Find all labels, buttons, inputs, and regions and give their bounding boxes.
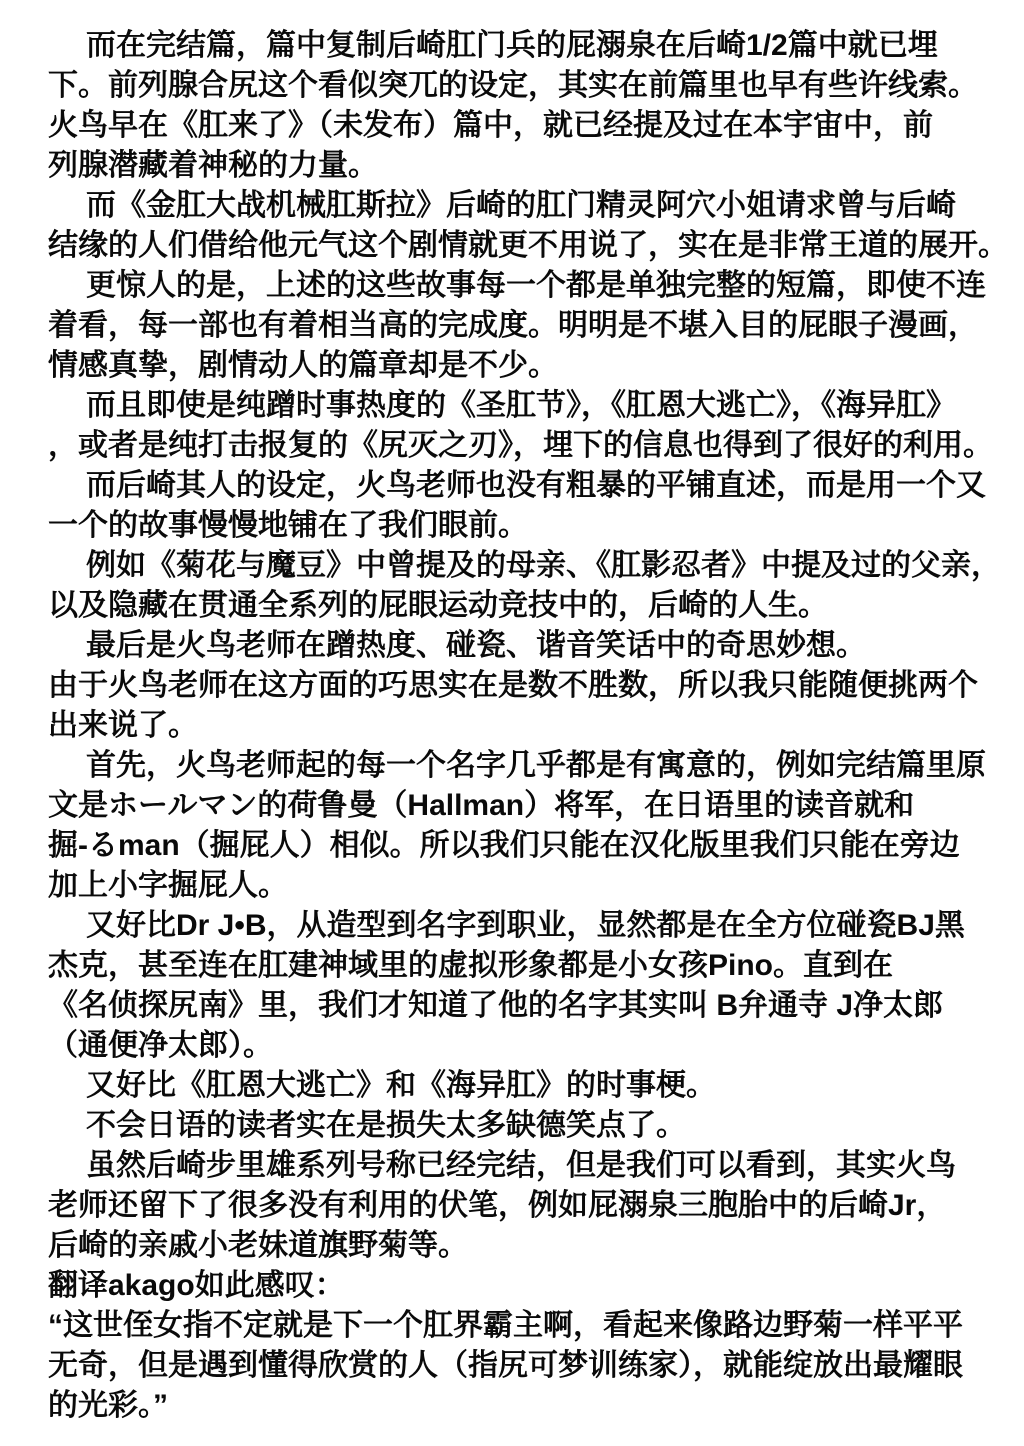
text-line: 而在完结篇，篇中复制后崎肛门兵的屁溺泉在后崎1/2篇中就已埋 <box>86 29 938 62</box>
text-line: 而《金肛大战机械肛斯拉》后崎的肛门精灵阿穴小姐请求曾与后崎 <box>86 189 956 222</box>
text-line: 《名侦探尻南》里，我们才知道了他的名字其实叫 B弁通寺 J净太郎 <box>48 989 944 1022</box>
text-line: 以及隐藏在贯通全系列的屁眼运动竞技中的，后崎的人生。 <box>48 589 828 622</box>
text-line: 又好比《肛恩大逃亡》和《海异肛》的时事梗。 <box>86 1069 716 1102</box>
text-line: 杰克，甚至连在肛建神域里的虚拟形象都是小女孩Pino。直到在 <box>48 949 893 982</box>
text-line: ，或者是纯打击报复的《尻灭之刃》，埋下的信息也得到了很好的利用。 <box>48 429 993 462</box>
text-line: “这世侄女指不定就是下一个肛界霸主啊，看起来像路边野菊一样平平 <box>48 1309 963 1342</box>
text-line: 着看，每一部也有着相当高的完成度。明明是不堪入目的屁眼子漫画， <box>48 309 978 342</box>
text-line: 后崎的亲戚小老妹道旗野菊等。 <box>48 1229 468 1262</box>
text-line: 而且即使是纯蹭时事热度的《圣肛节》，《肛恩大逃亡》，《海异肛》 <box>86 389 956 422</box>
text-line: 文是ホールマン的荷鲁曼（Hallman）将军，在日语里的读音就和 <box>48 789 915 822</box>
text-line: 列腺潜藏着神秘的力量。 <box>48 149 378 182</box>
text-line: 更惊人的是，上述的这些故事每一个都是单独完整的短篇，即使不连 <box>86 269 986 302</box>
text-line: 而后崎其人的设定，火鸟老师也没有粗暴的平铺直述，而是用一个又 <box>86 469 986 502</box>
text-line: 翻译akago如此感叹： <box>48 1269 345 1302</box>
text-line: 最后是火鸟老师在蹭热度、碰瓷、谐音笑话中的奇思妙想。 <box>86 629 866 662</box>
text-line: 无奇，但是遇到懂得欣赏的人（指尻可梦训练家），就能绽放出最耀眼 <box>48 1349 963 1382</box>
text-line: 火鸟早在《肛来了》（未发布）篇中，就已经提及过在本宇宙中，前 <box>48 109 933 142</box>
text-line: 结缘的人们借给他元气这个剧情就更不用说了，实在是非常王道的展开。 <box>48 229 1008 262</box>
text-line: 加上小字掘屁人。 <box>48 869 288 902</box>
text-line: 又好比Dr J•B，从造型到名字到职业，显然都是在全方位碰瓷BJ黑 <box>86 909 965 942</box>
text-line: 老师还留下了很多没有利用的伏笔，例如屁溺泉三胞胎中的后崎Jr， <box>48 1189 947 1222</box>
text-line: 出来说了。 <box>48 709 198 742</box>
text-line: （通便净太郎）。 <box>48 1029 273 1062</box>
text-line: 情感真挚，剧情动人的篇章却是不少。 <box>48 349 558 382</box>
text-line: 掘-るman（掘屁人）相似。所以我们只能在汉化版里我们只能在旁边 <box>48 829 960 862</box>
text-line: 不会日语的读者实在是损失太多缺德笑点了。 <box>86 1109 686 1142</box>
text-line: 例如《菊花与魔豆》中曾提及的母亲、《肛影忍者》中提及过的父亲， <box>86 549 1001 582</box>
text-line: 的光彩。” <box>48 1389 168 1422</box>
text-line: 下。前列腺合尻这个看似突兀的设定，其实在前篇里也早有些许线索。 <box>48 69 978 102</box>
text-line: 一个的故事慢慢地铺在了我们眼前。 <box>48 509 528 542</box>
document-text <box>48 26 1012 1426</box>
text-line: 虽然后崎步里雄系列号称已经完结，但是我们可以看到，其实火鸟 <box>86 1149 956 1182</box>
text-line: 由于火鸟老师在这方面的巧思实在是数不胜数，所以我只能随便挑两个 <box>48 669 978 702</box>
text-line: 首先，火鸟老师起的每一个名字几乎都是有寓意的，例如完结篇里原 <box>86 749 986 782</box>
